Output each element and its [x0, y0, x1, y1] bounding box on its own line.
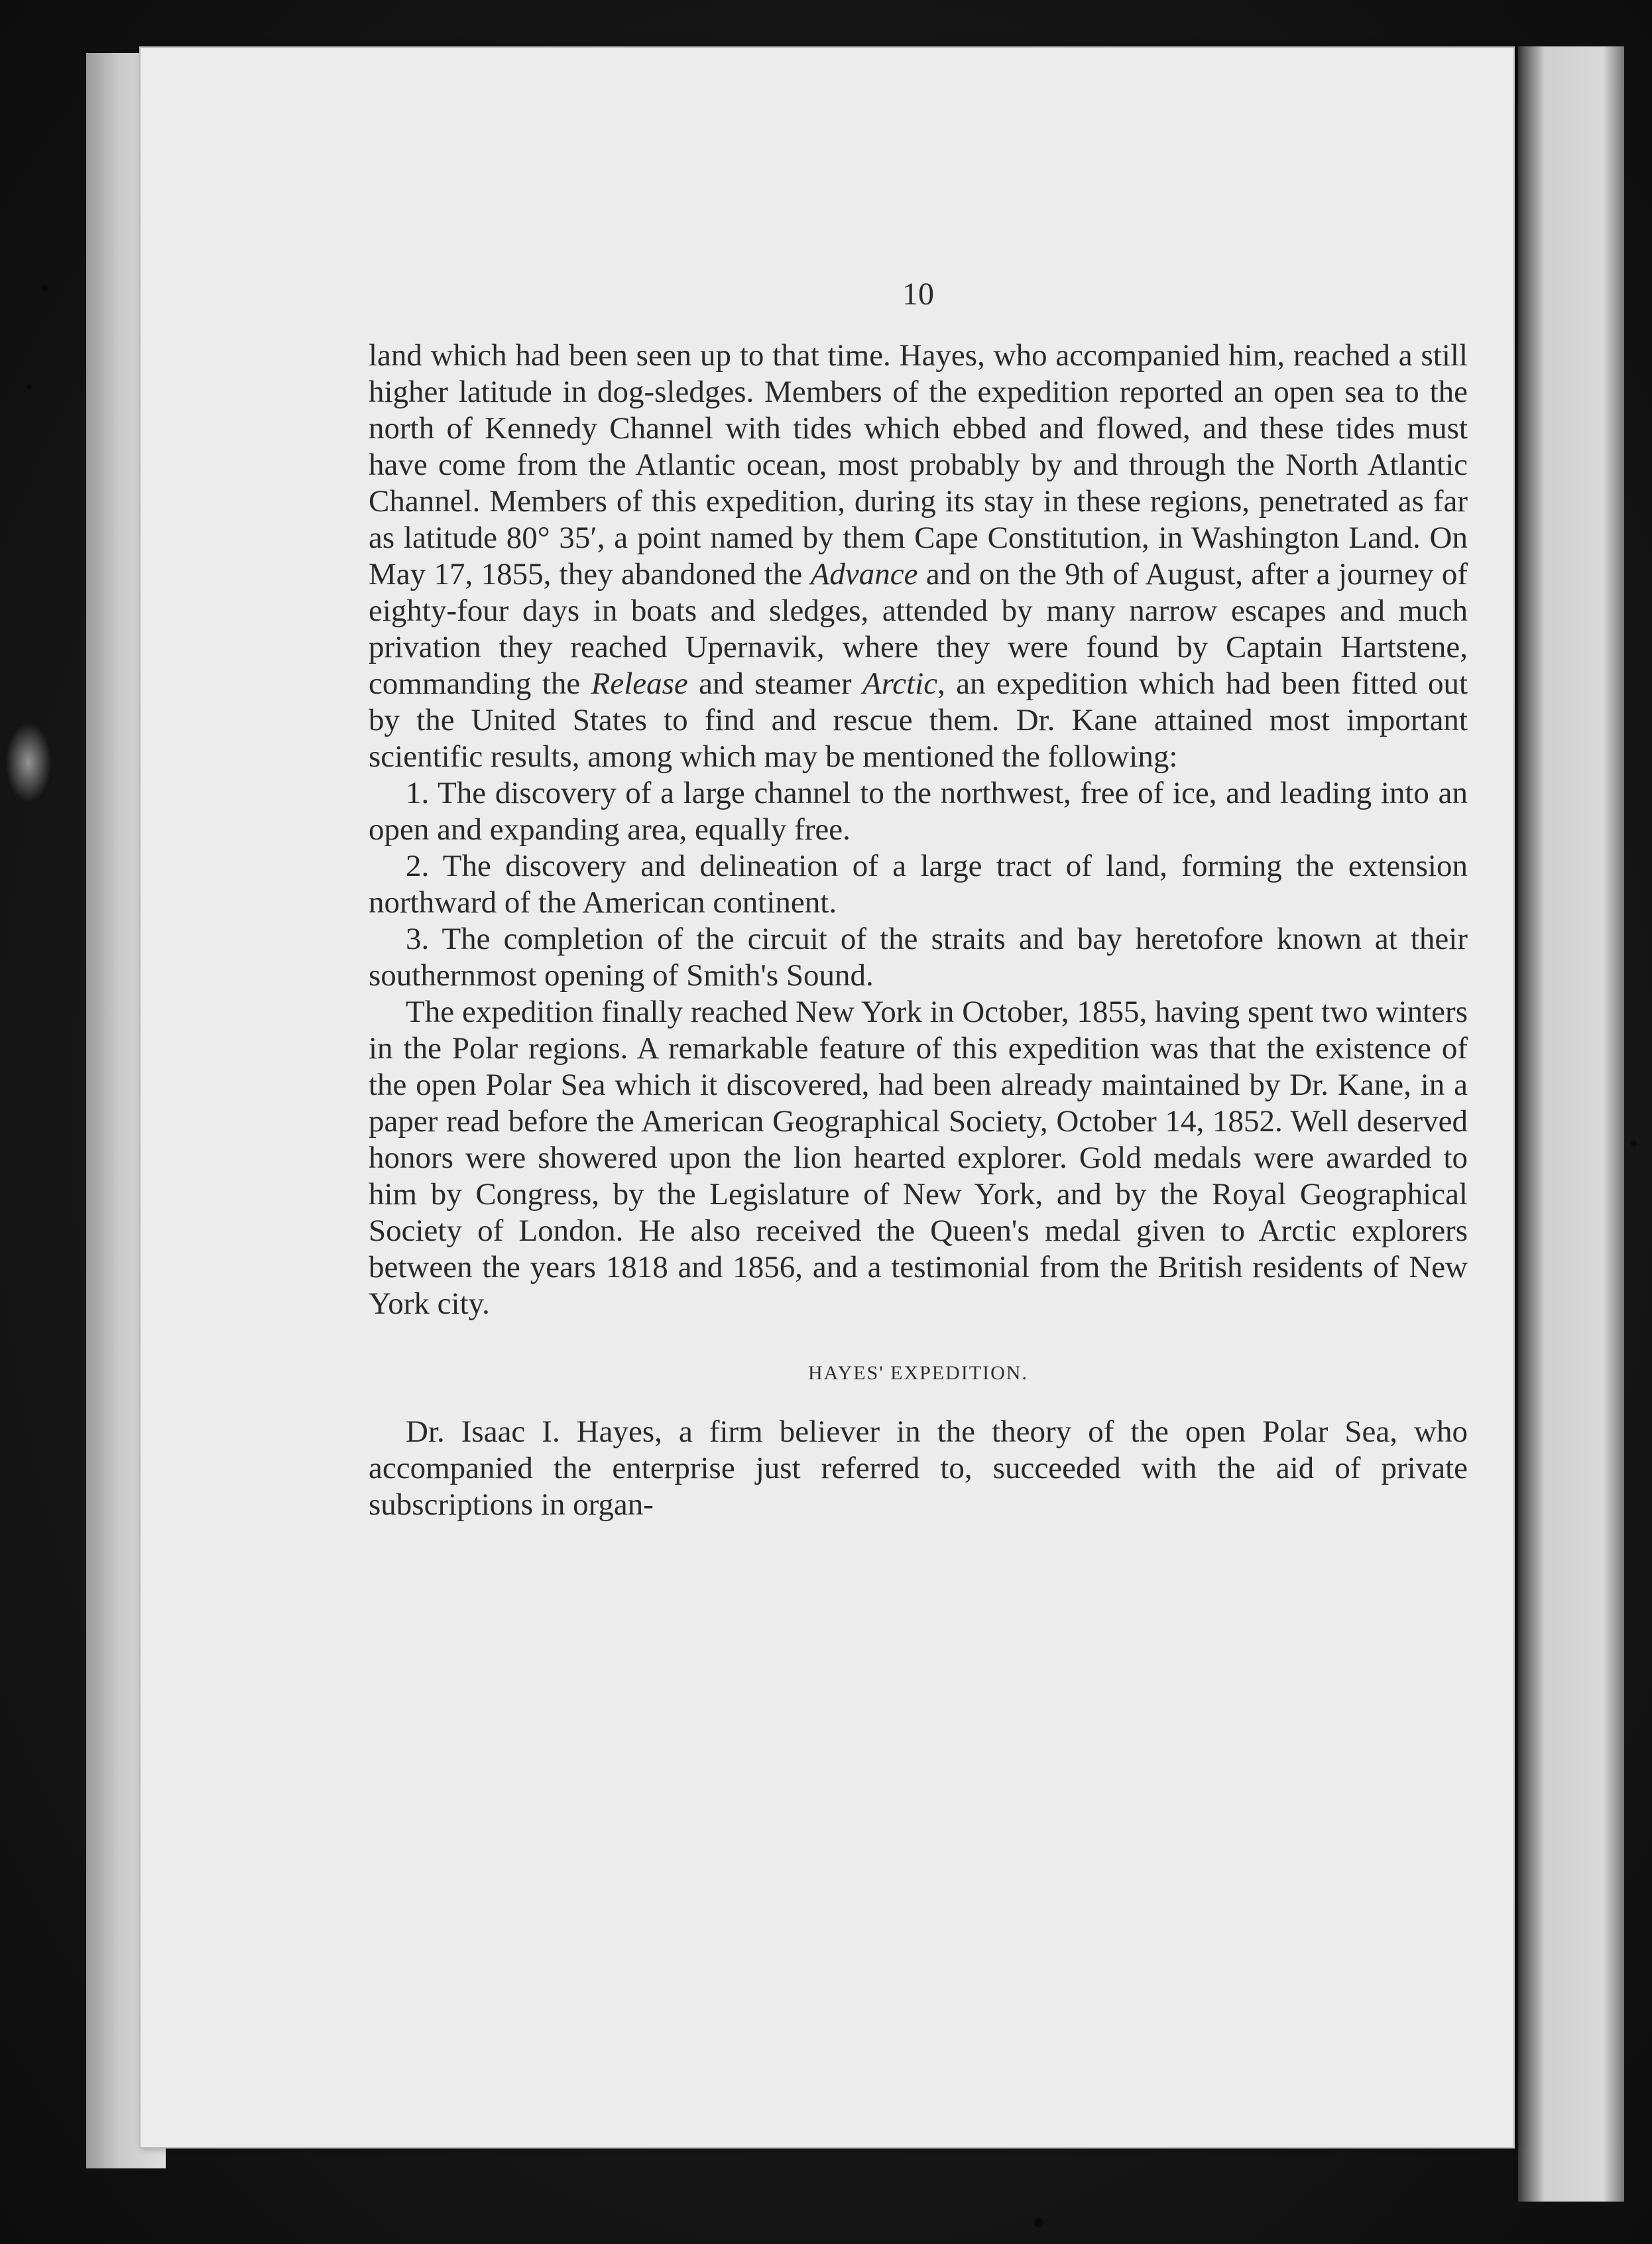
dust-speck [41, 285, 48, 292]
ship-name-release: Release [591, 666, 688, 701]
body-paragraph-1 [369, 338, 1468, 775]
paragraph-text: and steamer [699, 666, 852, 701]
body-paragraph-2: The expedition finally reached New York in October, 1855, having spent two winters in the Polar regions. A remarkable feature of this expedition was that the existence of the open Polar Sea which it discovered, had been already maintained by Dr. Kane, in a paper read before the American Geographical Society, October 14, 1852. Well deserved honors were showered upon the lion hearted explorer. Gold medals were awarded to him by Congress, by the Legislature of New York, and by the Royal Geographical Society of London. He also received the Queen's medal given to Arctic explorers between the years 1818 and 1856, and a testimonial from the British residents of New York city. [369, 995, 1468, 1321]
dust-speck [27, 385, 32, 390]
paragraph-text: , an expedition which had been fitted out by the United States to find and rescue them. Dr. Kane attained most important scientific results, among which may be mentioned the following: [369, 666, 1468, 774]
body-paragraph-3: Dr. Isaac I. Hayes, a firm believer in the theory of the open Polar Sea, who accompanied the enterprise just referred to, succeeded with the aid of private subscriptions in organ- [369, 1414, 1468, 1522]
dust-speck [1034, 2218, 1043, 2227]
list-item-3: 3. The completion of the circuit of the straits and bay heretofore known at their southernmost opening of Smith's Sound. [369, 922, 1468, 993]
page-text-block [369, 276, 1468, 1523]
list-item-2: 2. The discovery and delineation of a large tract of land, forming the extension northward of the American continent. [369, 849, 1468, 920]
dust-speck [1631, 1141, 1637, 1147]
paragraph-text: land which had been seen up to that time. Hayes, who accompanied him, reached a still higher latitude in dog-sledges. Members of the expedition reported an open sea to the north of Kennedy Channel with tides which ebbed and flowed, and these tides must have come from the Atlantic ocean, most probably by and through the North Atlantic Channel. Members of this expedition, during its stay in these regions, penetrated as far as latitude 80° 35′, a point named by them Cape Constitution, in Washington Land. On May 17, 1855, they abandoned the [369, 338, 1468, 592]
facing-page-edge [1518, 46, 1624, 2202]
paragraph-text: and on the 9th of August, after a journey of eighty-four days in boats and sledges, attended by many narrow escapes and much privation they reached Upernavik, where they were found by Captain Hartstene, commanding the [369, 557, 1468, 701]
ship-name-arctic: Arctic [862, 666, 938, 701]
list-item-1: 1. The discovery of a large channel to the northwest, free of ice, and leading into an open and expanding area, equally free. [369, 776, 1468, 847]
book-page [139, 46, 1515, 2149]
scan-glare [5, 723, 52, 802]
section-heading: HAYES' EXPEDITION. [808, 1362, 1028, 1384]
ship-name-advance: Advance [810, 557, 918, 592]
page-number: 10 [902, 277, 934, 312]
